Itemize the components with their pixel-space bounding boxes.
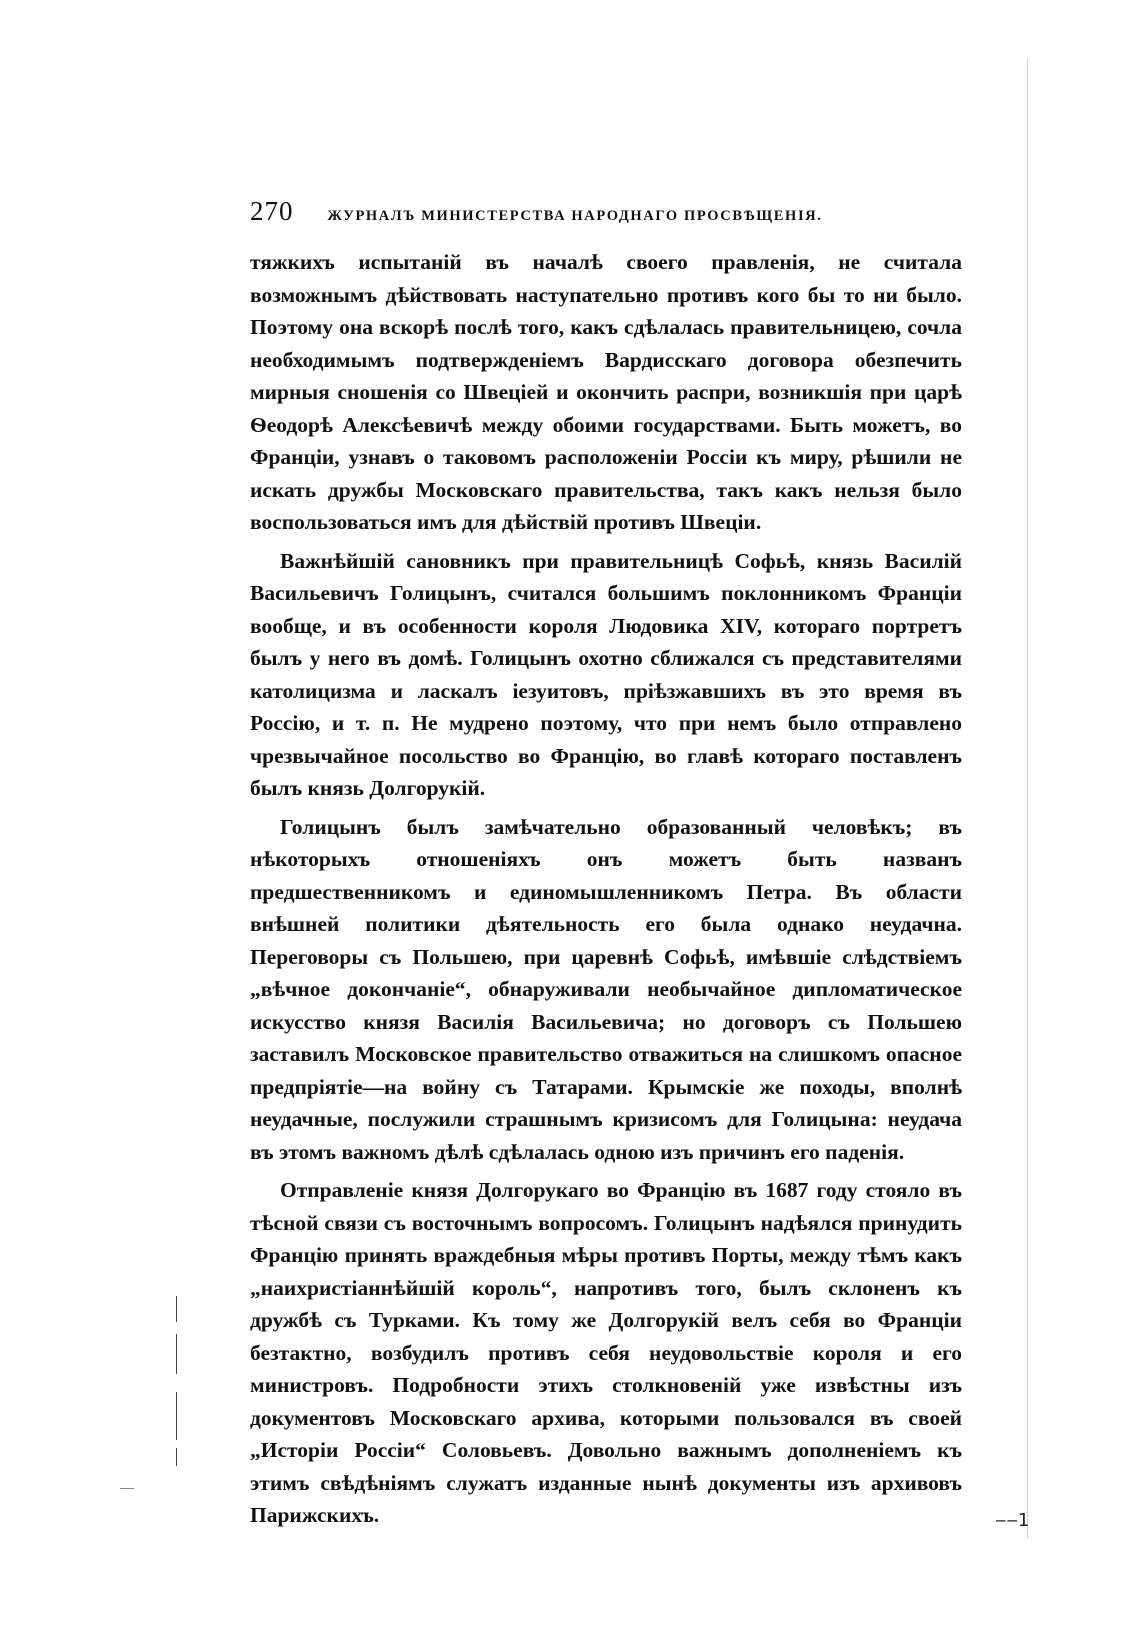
- running-head: [250, 196, 962, 227]
- page-edge-line: [1027, 58, 1028, 1538]
- scan-artifact-mark: [176, 1334, 177, 1374]
- scan-artifact-mark: [176, 1448, 177, 1466]
- paragraph: Отправленіе князя Долгорукаго во Францію въ 1687 году стояло въ тѣсной связи съ восточнымъ вопросомъ. Голицынъ надѣялся принудить Францію принять враждебныя мѣры противъ Порты, между тѣмъ какъ „наихристіаннѣйшій король“, напротивъ того, былъ склоненъ къ дружбѣ съ Турками. Къ тому же Долгорукій велъ себя во Франціи безтактно, возбудилъ противъ себя неудовольствіе короля и его министровъ. Подробности этихъ столкновеній уже извѣстны изъ документовъ Московскаго архива, которыми пользовался въ своей „Исторіи Россіи“ Соловьевъ. Довольно важнымъ дополненіемъ къ этимъ свѣдѣніямъ служатъ изданные нынѣ документы изъ архивовъ Парижскихъ.: [250, 1178, 962, 1527]
- scan-artifact-mark: [176, 1392, 177, 1440]
- scan-corner-mark: ‒‒1: [995, 1510, 1030, 1531]
- page-number: 270: [250, 196, 294, 226]
- body-text: [250, 246, 962, 1532]
- scan-artifact-mark: [176, 1296, 177, 1322]
- paragraph: Важнѣйшій сановникъ при правительницѣ Софьѣ, князь Василій Васильевичъ Голицынъ, считался большимъ поклонникомъ Франціи вообще, и въ особенности короля Людовика XIV, котораго портретъ былъ у него въ домѣ. Голицынъ охотно сближался съ представителями католицизма и ласкалъ іезуитовъ, пріѣзжавшихъ въ это время въ Россію, и т. п. Не мудрено поэтому, что при немъ было отправлено чрезвычайное посольство во Францію, во главѣ котораго поставленъ былъ князь Долгорукій.: [250, 548, 962, 800]
- paragraph: Голицынъ былъ замѣчательно образованный человѣкъ; въ нѣкоторыхъ отношеніяхъ онъ можетъ быть названъ предшественникомъ и единомышленникомъ Петра. Въ области внѣшней политики дѣятельность его была однако неудачна. Переговоры съ Польшею, при царевнѣ Софьѣ, имѣвшіе слѣдствіемъ „вѣчное докончаніе“, обнаруживали необычайное дипломатическое искусство князя Василія Васильевича; но договоръ съ Польшею заставилъ Московское правительство отважиться на слишкомъ опасное предпріятіе—на войну съ Татарами. Крымскіе же походы, вполнѣ неудачные, послужили страшнымъ кризисомъ для Голицына: неудача въ этомъ важномъ дѣлѣ сдѣлалась одною изъ причинъ его паденія.: [250, 814, 962, 1164]
- scan-artifact-dash: [120, 1488, 134, 1489]
- journal-title: ЖУРНАЛЪ МИНИСТЕРСТВА НАРОДНАГО ПРОСВѢЩЕНІЯ.: [327, 208, 823, 224]
- paragraph: тяжкихъ испытаній въ началѣ своего правленія, не считала возможнымъ дѣйствовать наступательно противъ кого бы то ни было. Поэтому она вскорѣ послѣ того, какъ сдѣлалась правительницею, сочла необходимымъ подтвержденіемъ Вардисскаго договора обезпечить мирныя сношенія со Швеціей и окончить распри, возникшія при царѣ Ѳеодорѣ Алексѣевичѣ между обоими государствами. Быть можетъ, во Франціи, узнавъ о таковомъ расположеніи Россіи къ миру, рѣшили не искать дружбы Московскаго правительства, такъ какъ нельзя было воспользоваться имъ для дѣйствій противъ Швеціи.: [250, 250, 962, 534]
